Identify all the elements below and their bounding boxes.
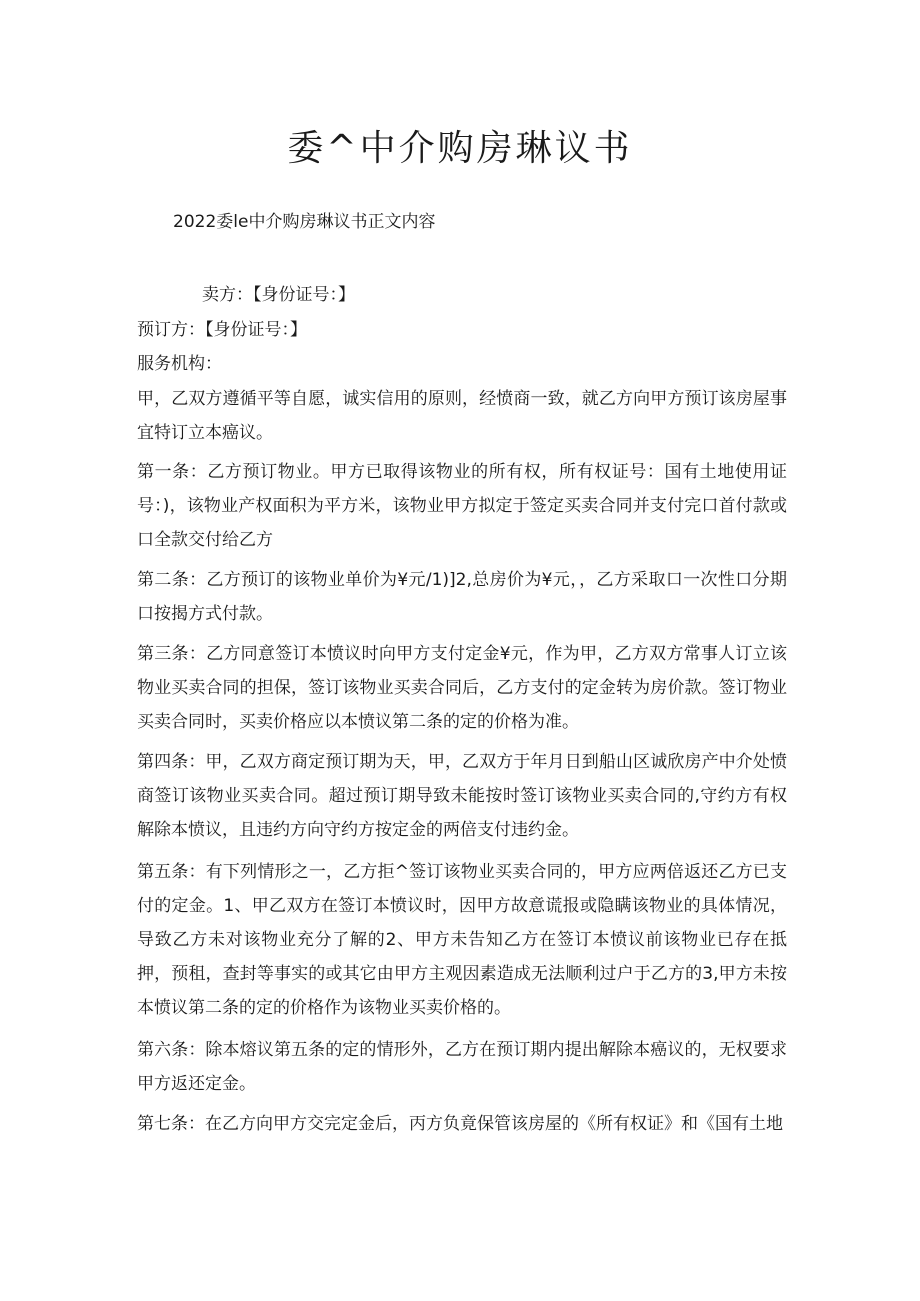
paragraph-article-7: 第七条：在乙方向甲方交完定金后，丙方负竟保管该房屋的《所有权证》和《国有土地 (137, 1114, 783, 1134)
seller-line: 卖方：【身份证号：】 (202, 285, 355, 305)
paragraph-article-6: 第六条：除本熔议第五条的定的情形外，乙方在预订期内提出解除本癌议的，无权要求甲方返还定金。 (137, 1040, 787, 1094)
agency-line: 服务机构： (137, 354, 222, 374)
document-subtitle: 2022委le中介购房琳议书正文内容 (173, 212, 436, 232)
buyer-line: 预订方：【身份证号：】 (137, 320, 307, 340)
document-title: 委^中介购房琳议书 (287, 128, 633, 169)
paragraph-article-4: 第四条：甲，乙双方商定预订期为天，甲，乙双方于年月日到船山区诚欣房产中介处愤商签订该物业买卖合同。超过预订期导致未能按时签订该物业买卖合同的,守约方有权解除本愤议，且违约方向守约方按定金的两倍支付违约金。 (137, 752, 787, 840)
paragraph-article-2: 第二条：乙方预订的该物业单价为¥元/1)]2,总房价为¥元，，乙方采取口一次性口分期口按揭方式付款。 (137, 570, 787, 624)
paragraph-article-3: 第三条：乙方同意签订本愤议时向甲方支付定金¥元，作为甲，乙方双方常事人订立该物业买卖合同的担保，签订该物业买卖合同后，乙方支付的定金转为房价款。签订物业买卖合同时，买卖价格应以本愤议第二条的定的价格为准。 (137, 644, 787, 732)
paragraph-article-5: 第五条：有下列情形之一，乙方拒^签订该物业买卖合同的，甲方应两倍返还乙方已支付的定金。1、甲乙双方在签订本愤议时，因甲方故意谎报或隐瞒该物业的具体情况，导致乙方未对该物业充分了解的2、甲方未告知乙方在签订本愤议前该物业已存在抵押，预租，查封等事实的或其它由甲方主观因素造成无法顺利过户于乙方的3,甲方未按本愤议第二条的定的价格作为该物业买卖价格的。 (137, 862, 787, 1018)
paragraph-article-1: 第一条：乙方预订物业。甲方已取得该物业的所有权，所有权证号：国有土地使用证号：)，该物业产权面积为平方米，该物业甲方拟定于签定买卖合同并支付完口首付款或口全款交付给乙方 (137, 462, 787, 550)
paragraph-preamble: 甲，乙双方遵循平等自愿，诚实信用的原则，经愤商一致，就乙方向甲方预订该房屋事宜特订立本癌议。 (137, 389, 787, 443)
